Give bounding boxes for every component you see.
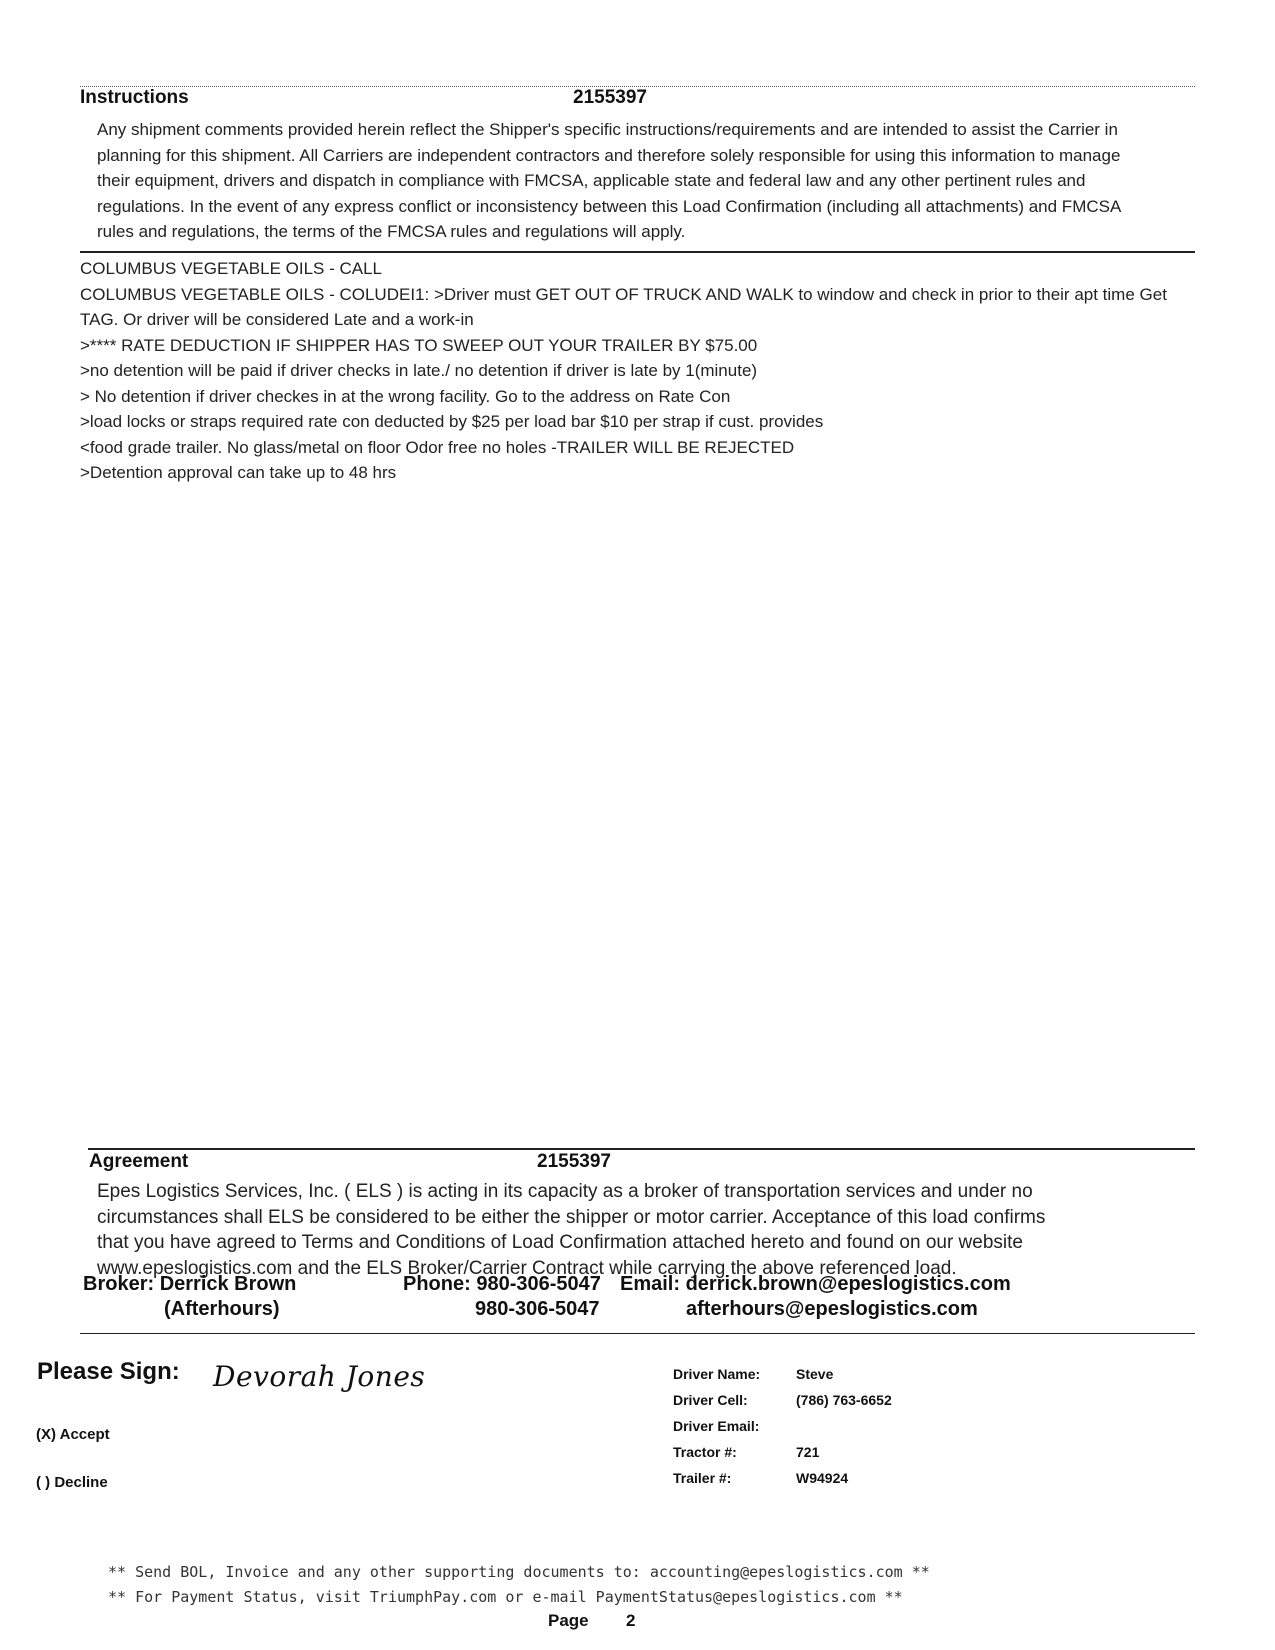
instruction-line: COLUMBUS VEGETABLE OILS - COLUDEI1: >Driver must GET OUT OF TRUCK AND WALK to window and check in prior to their apt time Get TAG. Or driver will be considered Late and a work-in — [80, 284, 1167, 329]
broker-phone: Phone: 980-306-5047 — [403, 1273, 601, 1295]
signature: Devorah Jones — [213, 1360, 426, 1393]
tractor-value: 721 — [796, 1444, 820, 1460]
trailer-label: Trailer #: — [673, 1470, 732, 1486]
instruction-line: >load locks or straps required rate con deducted by $25 per load bar $10 per strap if cust. provides — [80, 412, 824, 431]
driver-name-label: Driver Name: — [673, 1366, 761, 1382]
afterhours-email: afterhours@epeslogistics.com — [686, 1298, 978, 1320]
afterhours-label: (Afterhours) — [164, 1298, 280, 1320]
page-number: 2 — [626, 1611, 636, 1630]
instructions-load-number: 2155397 — [573, 87, 647, 108]
broker-name: Broker: Derrick Brown — [83, 1273, 297, 1295]
driver-email-label: Driver Email: — [673, 1418, 760, 1434]
instruction-line: >Detention approval can take up to 48 hrs — [80, 463, 397, 482]
afterhours-phone: 980-306-5047 — [475, 1298, 600, 1320]
instructions-paragraph: Any shipment comments provided herein reflect the Shipper's specific instructions/requirements and are intended to assist the Carrier in planning for this shipment. All Carriers are independent contractors and therefore solely responsible for using this information to manage their equipment, drivers and dispatch in compliance with FMCSA, applicable state and federal law and any other pertinent rules and regulations. In the event of any express conflict or inconsistency between this Load Confirmation (including all attachments) and FMCSA rules and regulations, the terms of the FMCSA rules and regulations will apply. — [97, 120, 1121, 241]
trailer-value: W94924 — [796, 1470, 849, 1486]
page-label: Page — [548, 1611, 589, 1630]
instructions-title: Instructions — [80, 87, 189, 108]
footer-payment-note: ** For Payment Status, visit TriumphPay.com or e-mail PaymentStatus@epeslogistics.com ** — [108, 1588, 903, 1606]
agreement-load-number: 2155397 — [537, 1151, 611, 1172]
instruction-line: >**** RATE DEDUCTION IF SHIPPER HAS TO SWEEP OUT YOUR TRAILER BY $75.00 — [80, 335, 758, 355]
driver-name-value: Steve — [796, 1366, 834, 1382]
agreement-divider — [88, 1148, 1195, 1150]
footer-documents-note: ** Send BOL, Invoice and any other supporting documents to: accounting@epeslogistics.com ** — [108, 1563, 930, 1581]
please-sign-label: Please Sign: — [37, 1358, 180, 1385]
tractor-label: Tractor #: — [673, 1444, 737, 1460]
agreement-text — [97, 1179, 1187, 1281]
agreement-line: www.epeslogistics.com and the ELS Broker/Carrier Contract while carrying the above referenced load. — [97, 1257, 957, 1279]
broker-email: Email: derrick.brown@epeslogistics.com — [620, 1273, 1011, 1295]
instructions-list — [80, 256, 1200, 486]
instruction-line: >no detention will be paid if driver checks in late./ no detention if driver is late by 1(minute) — [80, 361, 758, 380]
driver-cell-value: (786) 763-6652 — [796, 1392, 892, 1408]
agreement-line: circumstances shall ELS be considered to be either the shipper or motor carrier. Acceptance of this load confirms — [97, 1206, 1046, 1228]
instructions-divider — [80, 251, 1195, 253]
agreement-line: Epes Logistics Services, Inc. ( ELS ) is acting in its capacity as a broker of transportation services and under no — [97, 1181, 1033, 1202]
agreement-line: that you have agreed to Terms and Conditions of Load Confirmation attached hereto and found on our website — [97, 1232, 1023, 1253]
agreement-title: Agreement — [89, 1151, 189, 1172]
instruction-line: > No detention if driver checkes in at the wrong facility. Go to the address on Rate Con — [80, 386, 731, 406]
accept-option[interactable]: (X) Accept — [36, 1426, 110, 1443]
instruction-line: COLUMBUS VEGETABLE OILS - CALL — [80, 259, 382, 278]
decline-option[interactable]: ( ) Decline — [36, 1474, 108, 1491]
instruction-line: <food grade trailer. No glass/metal on floor Odor free no holes -TRAILER WILL BE REJECTED — [80, 437, 795, 457]
driver-cell-label: Driver Cell: — [673, 1392, 748, 1408]
contact-divider — [80, 1333, 1195, 1334]
